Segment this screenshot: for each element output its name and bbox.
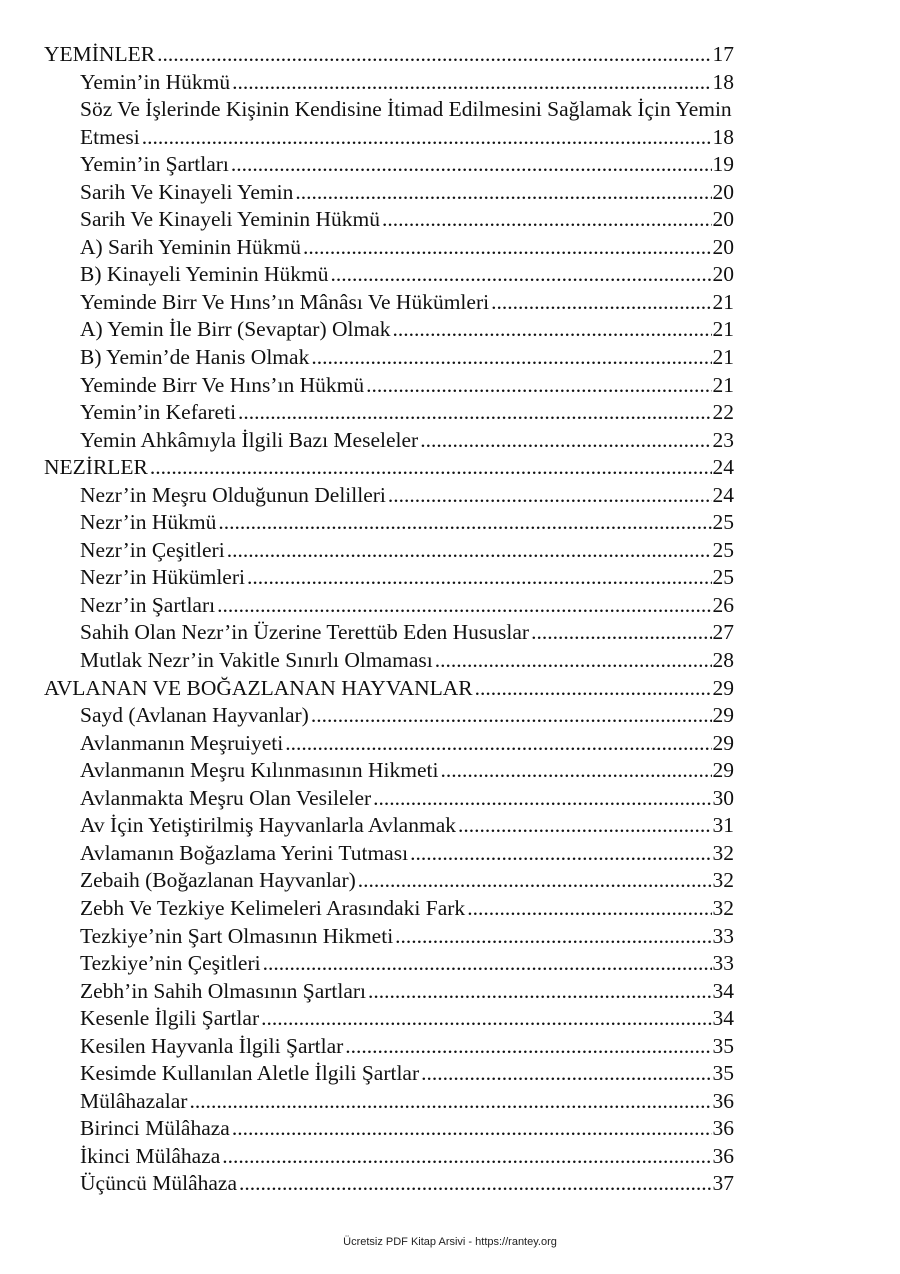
- toc-entry-line: [44, 96, 734, 124]
- dot-leader: [218, 509, 711, 537]
- toc-page-number: 32: [712, 840, 734, 865]
- dot-leader: [373, 785, 711, 813]
- toc-entry-title: Kesimde Kullanılan Aletle İlgili Şartlar: [80, 1061, 420, 1086]
- toc-entry-title: Avlanmanın Meşru Kılınmasının Hikmeti: [80, 758, 439, 783]
- toc-entry-title: Üçüncü Mülâhaza: [80, 1171, 237, 1196]
- toc-entry-title: Zebh Ve Tezkiye Kelimeleri Arasındaki Fark: [80, 895, 466, 920]
- dot-leader: [388, 482, 712, 510]
- toc-entry-line: [80, 151, 734, 179]
- toc-subentry[interactable]: [44, 344, 734, 372]
- toc-subentry[interactable]: [44, 399, 734, 427]
- toc-entry-title: Mutlak Nezr’in Vakitle Sınırlı Olmaması: [80, 648, 433, 673]
- toc-entry-title: Nezr’in Meşru Olduğunun Delilleri: [80, 482, 386, 507]
- toc-entry-line: [80, 1170, 734, 1198]
- dot-leader: [441, 757, 712, 785]
- toc-entry-line: [80, 950, 734, 978]
- toc-page-number: 31: [712, 813, 734, 838]
- toc-page-number: 29: [712, 730, 734, 755]
- toc-subentry[interactable]: [44, 1060, 734, 1088]
- dot-leader: [311, 702, 712, 730]
- table-of-contents: [44, 41, 734, 1198]
- dot-leader: [295, 179, 711, 207]
- dot-leader: [467, 895, 711, 923]
- toc-page-number: 33: [712, 951, 734, 976]
- toc-entry-line: [44, 454, 734, 482]
- toc-page-number: 25: [712, 565, 734, 590]
- toc-entry-line: [80, 261, 734, 289]
- dot-leader: [358, 867, 712, 895]
- toc-subentry[interactable]: [44, 895, 734, 923]
- dot-leader: [150, 454, 712, 482]
- dot-leader: [217, 592, 711, 620]
- toc-entry-title: B) Yemin’de Hanis Olmak: [80, 345, 310, 370]
- toc-subentry[interactable]: [44, 923, 734, 951]
- dot-leader: [491, 289, 711, 317]
- toc-entry-line: [80, 124, 734, 152]
- toc-page-number: 33: [712, 923, 734, 948]
- dot-leader: [232, 1115, 712, 1143]
- toc-entry-line: [80, 537, 734, 565]
- dot-leader: [410, 840, 711, 868]
- toc-entry-title: YEMİNLER: [44, 42, 156, 66]
- toc-page-number: 22: [712, 400, 734, 425]
- toc-subentry[interactable]: [44, 289, 734, 317]
- toc-entry-line: [80, 206, 734, 234]
- dot-leader: [366, 372, 711, 400]
- toc-entry-title: AVLANAN VE BOĞAZLANAN HAYVANLAR: [44, 675, 473, 700]
- dot-leader: [227, 537, 712, 565]
- toc-subentry[interactable]: [44, 316, 734, 344]
- toc-entry-line: [80, 978, 734, 1006]
- dot-leader: [263, 950, 712, 978]
- toc-subentry[interactable]: [44, 206, 734, 234]
- toc-entry-line: [80, 399, 734, 427]
- toc-subentry[interactable]: [44, 867, 734, 895]
- toc-page-number: 34: [712, 978, 734, 1003]
- dot-leader: [421, 1060, 711, 1088]
- dot-leader: [222, 1143, 711, 1171]
- dot-leader: [475, 675, 712, 703]
- dot-leader: [382, 206, 711, 234]
- dot-leader: [231, 151, 712, 179]
- dot-leader: [435, 647, 712, 675]
- toc-entry-line: [44, 675, 734, 703]
- toc-subentry[interactable]: [44, 950, 734, 978]
- toc-entry-line: [80, 730, 734, 758]
- toc-page-number: 23: [712, 427, 734, 452]
- toc-subentry[interactable]: [44, 69, 734, 97]
- toc-page-number: 26: [712, 592, 734, 617]
- toc-entry-title: Sarih Ve Kinayeli Yemin: [80, 179, 294, 204]
- toc-page-number: 21: [712, 289, 734, 314]
- toc-entry-title: Zebh’in Sahih Olmasının Şartları: [80, 978, 367, 1003]
- toc-entry-title: Yemin’in Kefareti: [80, 400, 237, 425]
- toc-page-number: 36: [712, 1088, 734, 1113]
- toc-subentry[interactable]: [44, 1088, 734, 1116]
- toc-subentry[interactable]: [44, 702, 734, 730]
- toc-page-number: 24: [712, 455, 734, 480]
- toc-page-number: 20: [712, 262, 734, 287]
- toc-subentry[interactable]: [44, 509, 734, 537]
- toc-entry-line: [80, 592, 734, 620]
- toc-entry-title: Nezr’in Çeşitleri: [80, 537, 225, 562]
- toc-page-number: 21: [712, 317, 734, 342]
- dot-leader: [157, 41, 711, 69]
- toc-subentry[interactable]: [44, 564, 734, 592]
- toc-page-number: 37: [712, 1171, 734, 1196]
- toc-page-number: 35: [712, 1033, 734, 1058]
- toc-entry-line: [80, 344, 734, 372]
- toc-entry-title: Av İçin Yetiştirilmiş Hayvanlarla Avlanmak: [80, 813, 456, 838]
- dot-leader: [330, 261, 711, 289]
- toc-page-number: 29: [712, 675, 734, 700]
- toc-entry-title: A) Yemin İle Birr (Sevaptar) Olmak: [80, 317, 391, 342]
- dot-leader: [458, 812, 712, 840]
- toc-entry-title: İkinci Mülâhaza: [80, 1143, 221, 1168]
- toc-subentry[interactable]: [44, 619, 734, 647]
- toc-entry-title: Avlanmanın Meşruiyeti: [80, 730, 284, 755]
- toc-page-number: 34: [712, 1006, 734, 1031]
- toc-entry-line: [80, 840, 734, 868]
- dot-leader: [285, 730, 711, 758]
- toc-page-number: 36: [712, 1143, 734, 1168]
- toc-entry-title: Yeminde Birr Ve Hıns’ın Mânâsı Ve Hükümleri: [80, 289, 490, 314]
- dot-leader: [232, 69, 711, 97]
- toc-subentry[interactable]: [44, 261, 734, 289]
- toc-entry-title: Yeminde Birr Ve Hıns’ın Hükmü: [80, 372, 365, 397]
- toc-entry-title: Nezr’in Hükümleri: [80, 565, 245, 590]
- toc-page-number: 25: [712, 510, 734, 535]
- toc-entry-line: [80, 482, 734, 510]
- toc-entry-title: Tezkiye’nin Şart Olmasının Hikmeti: [80, 923, 394, 948]
- dot-leader: [238, 399, 711, 427]
- toc-subentry[interactable]: [44, 1143, 734, 1171]
- toc-subentry[interactable]: [44, 179, 734, 207]
- toc-entry-line: [80, 1143, 734, 1171]
- toc-entry-title: Yemin’in Hükmü: [80, 69, 231, 94]
- toc-entry-line: [80, 867, 734, 895]
- toc-subentry[interactable]: [44, 592, 734, 620]
- toc-page-number: 20: [712, 234, 734, 259]
- toc-entry-line: [80, 923, 734, 951]
- toc-entry-line: [80, 1060, 734, 1088]
- toc-entry-line: [80, 316, 734, 344]
- toc-subentry[interactable]: [44, 647, 734, 675]
- toc-page-number: 32: [712, 868, 734, 893]
- toc-subentry[interactable]: [44, 978, 734, 1006]
- toc-entry-title: Yemin Ahkâmıyla İlgili Bazı Meseleler: [80, 427, 419, 452]
- toc-entry-title: Zebaih (Boğazlanan Hayvanlar): [80, 868, 356, 893]
- toc-page-number: 18: [712, 124, 734, 149]
- toc-entry-title: B) Kinayeli Yeminin Hükmü: [80, 262, 329, 287]
- toc-entry-line: [80, 785, 734, 813]
- toc-entry-title: Yemin’in Şartları: [80, 152, 229, 177]
- toc-entry-line: [80, 1088, 734, 1116]
- dot-leader: [261, 1005, 711, 1033]
- dot-leader: [239, 1170, 712, 1198]
- dot-leader: [189, 1088, 711, 1116]
- toc-entry-line: [80, 1005, 734, 1033]
- toc-page-number: 21: [712, 345, 734, 370]
- toc-page-number: 18: [712, 69, 734, 94]
- toc-subentry[interactable]: [44, 1115, 734, 1143]
- toc-subentry[interactable]: [44, 537, 734, 565]
- toc-page-number: 20: [712, 207, 734, 232]
- toc-entry-title: Etmesi: [80, 124, 140, 149]
- dot-leader: [311, 344, 711, 372]
- dot-leader: [393, 316, 712, 344]
- toc-entry-title: Kesilen Hayvanla İlgili Şartlar: [80, 1033, 344, 1058]
- toc-subentry[interactable]: [44, 1170, 734, 1198]
- toc-entry-line: [80, 179, 734, 207]
- toc-subentry[interactable]: [44, 151, 734, 179]
- toc-entry-title: Söz Ve İşlerinde Kişinin Kendisine İtimad Edilmesini Sağlamak İçin Yemin: [80, 97, 732, 122]
- toc-subentry[interactable]: [44, 730, 734, 758]
- toc-page-number: 32: [712, 895, 734, 920]
- toc-entry-title: Sahih Olan Nezr’in Üzerine Terettüb Eden Hususlar: [80, 620, 530, 645]
- dot-leader: [395, 923, 711, 951]
- toc-subentry[interactable]: [44, 785, 734, 813]
- toc-subentry[interactable]: [44, 482, 734, 510]
- dot-leader: [247, 564, 712, 592]
- toc-entry-line: [80, 509, 734, 537]
- toc-entry-line: [80, 372, 734, 400]
- toc-entry-line: [80, 895, 734, 923]
- toc-entry-line: [80, 69, 734, 97]
- toc-subentry[interactable]: [44, 372, 734, 400]
- toc-entry-line: [80, 757, 734, 785]
- toc-entry-title: Nezr’in Hükmü: [80, 510, 217, 535]
- toc-section-entry[interactable]: [44, 675, 734, 703]
- toc-entry-line: [80, 812, 734, 840]
- toc-entry-title: Avlamanın Boğazlama Yerini Tutması: [80, 840, 409, 865]
- toc-entry-title: Avlanmakta Meşru Olan Vesileler: [80, 785, 372, 810]
- dot-leader: [368, 978, 711, 1006]
- toc-subentry[interactable]: [44, 840, 734, 868]
- toc-entry-line: [80, 702, 734, 730]
- toc-page-number: 20: [712, 179, 734, 204]
- dot-leader: [531, 619, 711, 647]
- toc-page-number: 27: [712, 620, 734, 645]
- toc-page-number: 30: [712, 785, 734, 810]
- toc-section-entry[interactable]: [44, 41, 734, 69]
- toc-subentry[interactable]: [44, 1033, 734, 1061]
- toc-page-number: 21: [712, 372, 734, 397]
- toc-entry-title: Sarih Ve Kinayeli Yeminin Hükmü: [80, 207, 381, 232]
- toc-entry-title: Mülâhazalar: [80, 1088, 188, 1113]
- toc-entry-line: [80, 234, 734, 262]
- toc-entry-title: Nezr’in Şartları: [80, 592, 216, 617]
- toc-page-number: 36: [712, 1116, 734, 1141]
- toc-subentry[interactable]: [44, 124, 734, 152]
- dot-leader: [303, 234, 712, 262]
- toc-entry-line: [80, 564, 734, 592]
- toc-entry-line: [80, 289, 734, 317]
- toc-page-number: 24: [712, 482, 734, 507]
- dot-leader: [345, 1033, 711, 1061]
- toc-subentry[interactable]: [44, 757, 734, 785]
- toc-subentry[interactable]: [44, 427, 734, 455]
- toc-page-number: 17: [712, 42, 734, 66]
- toc-page-number: 19: [712, 152, 734, 177]
- toc-entry-line: [80, 1033, 734, 1061]
- toc-subentry[interactable]: [44, 812, 734, 840]
- toc-entry-title: Tezkiye’nin Çeşitleri: [80, 951, 261, 976]
- toc-entry-line: [80, 427, 734, 455]
- toc-subentry[interactable]: [44, 1005, 734, 1033]
- toc-entry-title: Kesenle İlgili Şartlar: [80, 1006, 260, 1031]
- toc-entry-line: [44, 41, 734, 69]
- toc-entry-title: Birinci Mülâhaza: [80, 1116, 230, 1141]
- toc-entry-title: A) Sarih Yeminin Hükmü: [80, 234, 301, 259]
- toc-page-number: 29: [712, 758, 734, 783]
- dot-leader: [420, 427, 711, 455]
- toc-page-number: 29: [712, 703, 734, 728]
- toc-entry-title: NEZİRLER: [44, 455, 148, 480]
- toc-page-number: 25: [712, 537, 734, 562]
- toc-page-number: 35: [712, 1061, 734, 1086]
- page-footer: Ücretsiz PDF Kitap Arsivi - https://rantey.org: [343, 1236, 557, 1248]
- toc-entry-line: [80, 647, 734, 675]
- toc-entry-line: [80, 619, 734, 647]
- toc-section-entry[interactable]: [44, 454, 734, 482]
- toc-page-number: 28: [712, 648, 734, 673]
- toc-subentry[interactable]: [44, 234, 734, 262]
- toc-entry-line: [80, 1115, 734, 1143]
- toc-entry-title: Sayd (Avlanan Hayvanlar): [80, 703, 309, 728]
- dot-leader: [142, 124, 712, 152]
